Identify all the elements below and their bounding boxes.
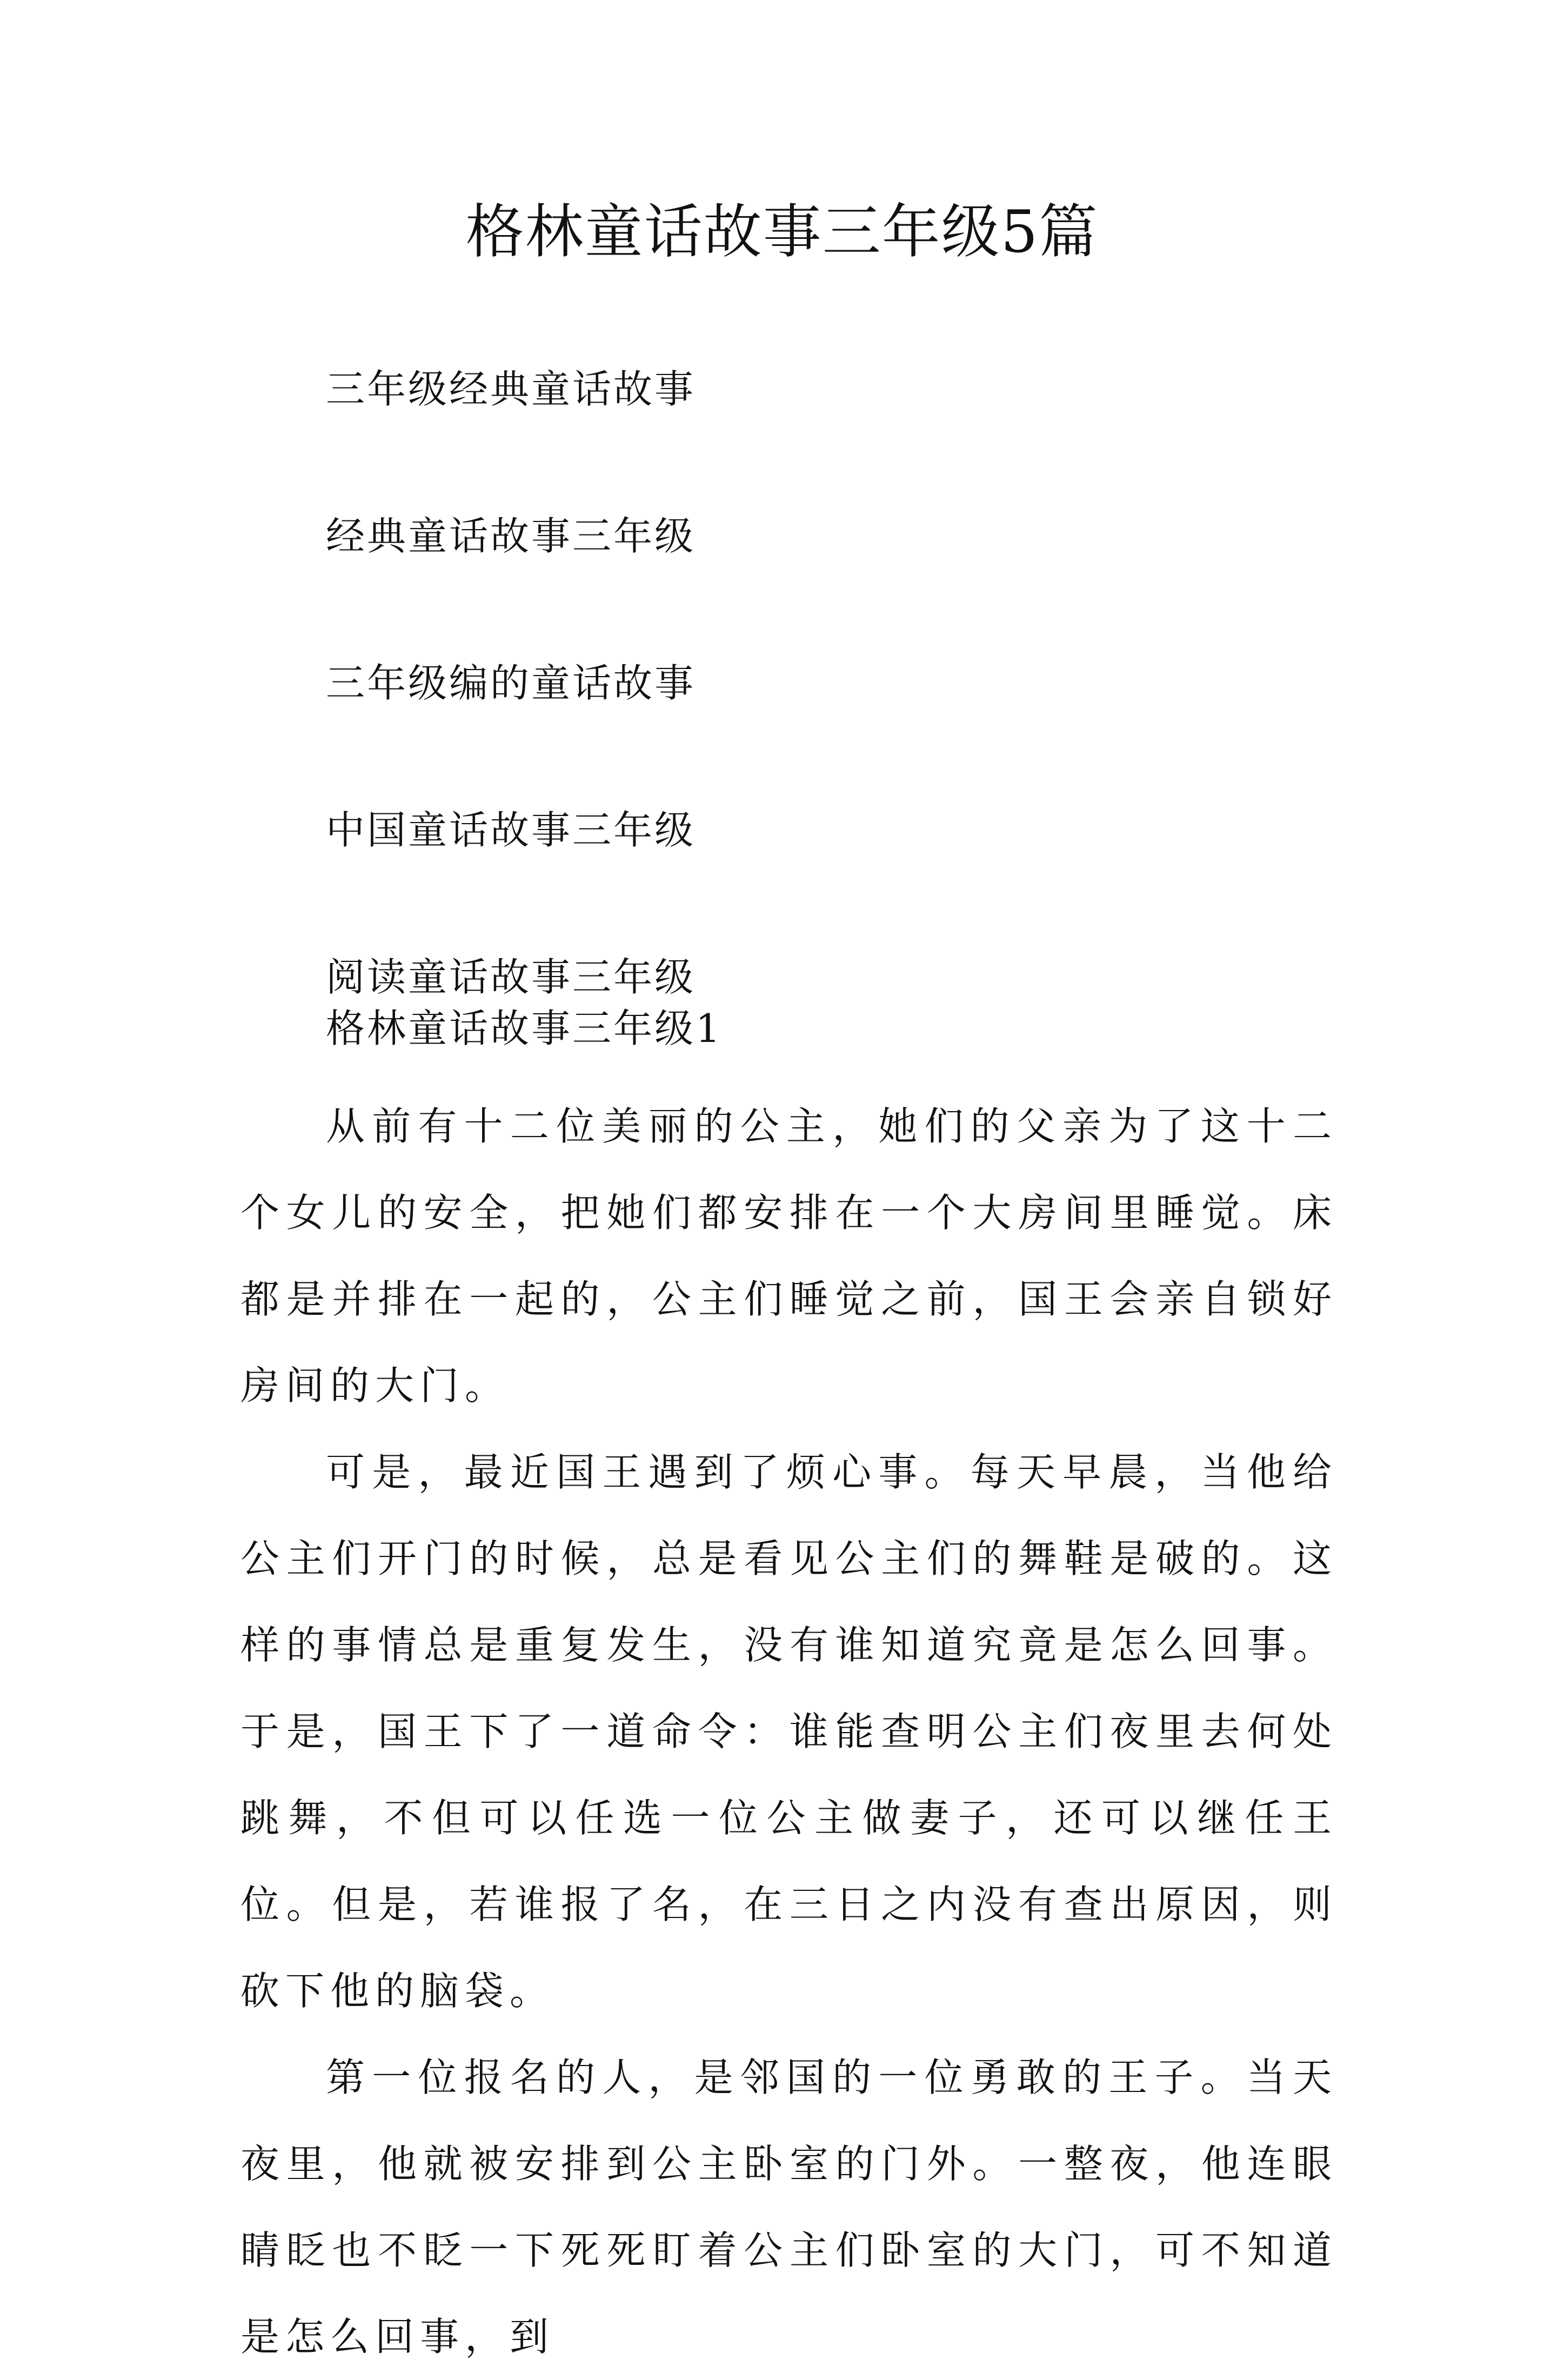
story-heading: 格林童话故事三年级1 xyxy=(326,1006,723,1051)
subtitle-list xyxy=(326,362,696,1004)
story-body xyxy=(240,1083,1338,2380)
subtitle-item: 三年级编的童话故事 xyxy=(326,660,696,706)
subtitle-item: 经典童话故事三年级 xyxy=(326,513,696,559)
document-title: 格林童话故事三年级5篇 xyxy=(465,198,1099,266)
subtitle-item: 中国童话故事三年级 xyxy=(326,807,696,853)
paragraph: 可是，最近国王遇到了烦心事。每天早晨，当他给公主们开门的时候，总是看见公主们的舞鞋是破的。这样的事情总是重复发生，没有谁知道究竟是怎么回事。于是，国王下了一道命令：谁能查明公主们夜里去何处跳舞，不但可以任选一位公主做妻子，还可以继任王位。但是，若谁报了名，在三日之内没有查出原因，则砍下他的脑袋。 xyxy=(240,1449,1338,2014)
subtitle-item: 三年级经典童话故事 xyxy=(326,366,696,412)
paragraph: 第一位报名的人，是邻国的一位勇敢的王子。当天夜里，他就被安排到公主卧室的门外。一整夜，他连眼睛眨也不眨一下死死盯着公主们卧室的大门，可不知道是怎么回事，到 xyxy=(240,2055,1338,2359)
paragraph: 从前有十二位美丽的公主，她们的父亲为了这十二个女儿的安全，把她们都安排在一个大房间里睡觉。床都是并排在一起的，公主们睡觉之前，国王会亲自锁好房间的大门。 xyxy=(240,1104,1338,1408)
subtitle-item: 阅读童话故事三年级 xyxy=(326,954,696,1000)
